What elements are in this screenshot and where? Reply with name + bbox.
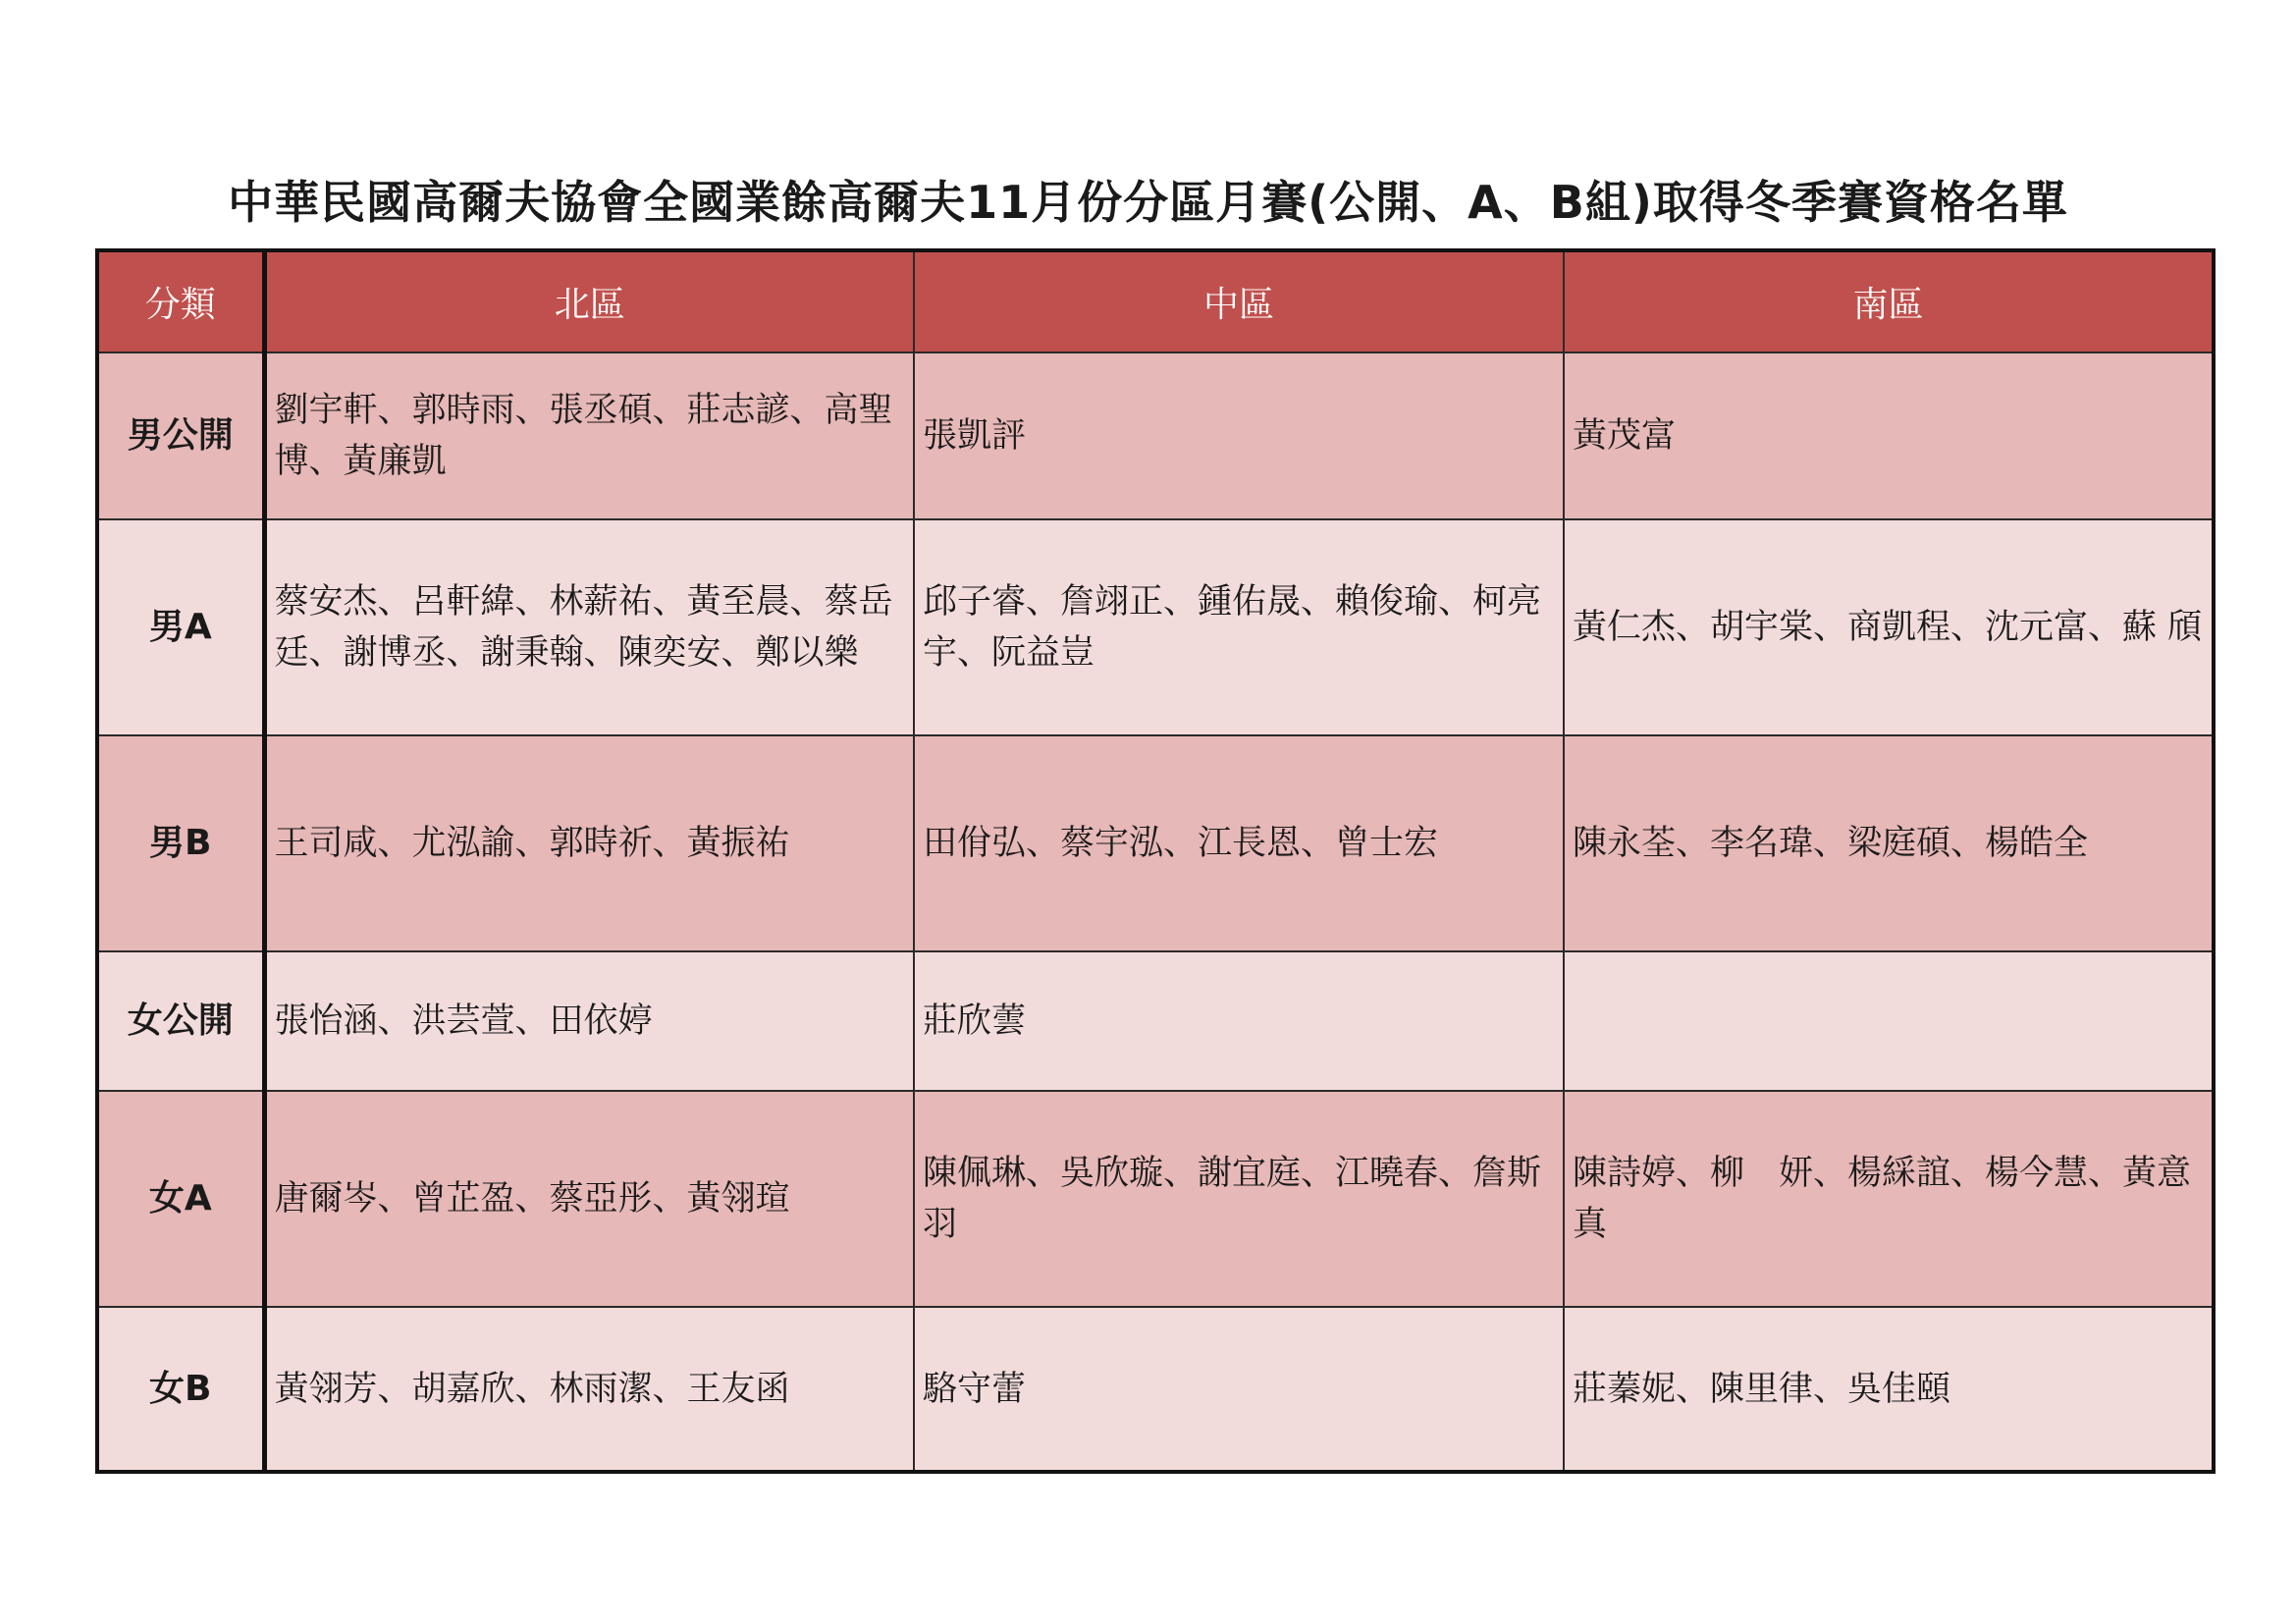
header-category: 分類 xyxy=(97,250,264,352)
table-row-women-open xyxy=(97,951,2214,1091)
table-header-row xyxy=(97,250,2214,352)
cell-central: 田佾弘、蔡宇泓、江長恩、曾士宏 xyxy=(914,735,1564,951)
cell-south: 莊蓁妮、陳里律、吳佳頤 xyxy=(1564,1307,2214,1472)
cell-north: 蔡安杰、呂軒緯、林薪祐、黃至晨、蔡岳廷、謝博丞、謝秉翰、陳奕安、鄭以樂 xyxy=(264,519,914,735)
cell-south: 陳永荃、李名瑋、梁庭碩、楊皓全 xyxy=(1564,735,2214,951)
row-category: 男B xyxy=(97,735,264,951)
table-row-men-open xyxy=(97,352,2214,519)
cell-north: 張怡涵、洪芸萱、田依婷 xyxy=(264,951,914,1091)
table-row-women-b xyxy=(97,1307,2214,1472)
cell-north: 王司咸、尤泓諭、郭時祈、黃振祐 xyxy=(264,735,914,951)
page-title: 中華民國高爾夫協會全國業餘高爾夫11月份分區月賽(公開、A、B組)取得冬季賽資格名單 xyxy=(228,176,2068,229)
header-south: 南區 xyxy=(1564,250,2214,352)
row-category: 女公開 xyxy=(97,951,264,1091)
cell-south: 黃茂富 xyxy=(1564,352,2214,519)
cell-central: 駱守蕾 xyxy=(914,1307,1564,1472)
cell-central: 陳佩琳、吳欣璇、謝宜庭、江曉春、詹斯羽 xyxy=(914,1091,1564,1307)
row-category: 男公開 xyxy=(97,352,264,519)
cell-central: 莊欣蕓 xyxy=(914,951,1564,1091)
cell-north: 劉宇軒、郭時雨、張丞碩、莊志諺、高聖博、黃廉凱 xyxy=(264,352,914,519)
row-category: 女A xyxy=(97,1091,264,1307)
cell-central: 張凱評 xyxy=(914,352,1564,519)
table-row-women-a xyxy=(97,1091,2214,1307)
row-category: 男A xyxy=(97,519,264,735)
cell-north: 黃翎芳、胡嘉欣、林雨潔、王友函 xyxy=(264,1307,914,1472)
header-central: 中區 xyxy=(914,250,1564,352)
cell-south: 陳詩婷、柳 妍、楊綵誼、楊今慧、黃意真 xyxy=(1564,1091,2214,1307)
table-row-men-a xyxy=(97,519,2214,735)
cell-north: 唐爾岑、曾芷盈、蔡亞彤、黃翎瑄 xyxy=(264,1091,914,1307)
cell-central: 邱子睿、詹翊正、鍾佑晟、賴俊瑜、柯亮宇、阮益豈 xyxy=(914,519,1564,735)
header-north: 北區 xyxy=(264,250,914,352)
cell-south xyxy=(1564,951,2214,1091)
table-row-men-b xyxy=(97,735,2214,951)
row-category: 女B xyxy=(97,1307,264,1472)
qualification-table xyxy=(95,248,2216,1474)
cell-south: 黃仁杰、胡宇棠、商凱程、沈元富、蘇 頎 xyxy=(1564,519,2214,735)
